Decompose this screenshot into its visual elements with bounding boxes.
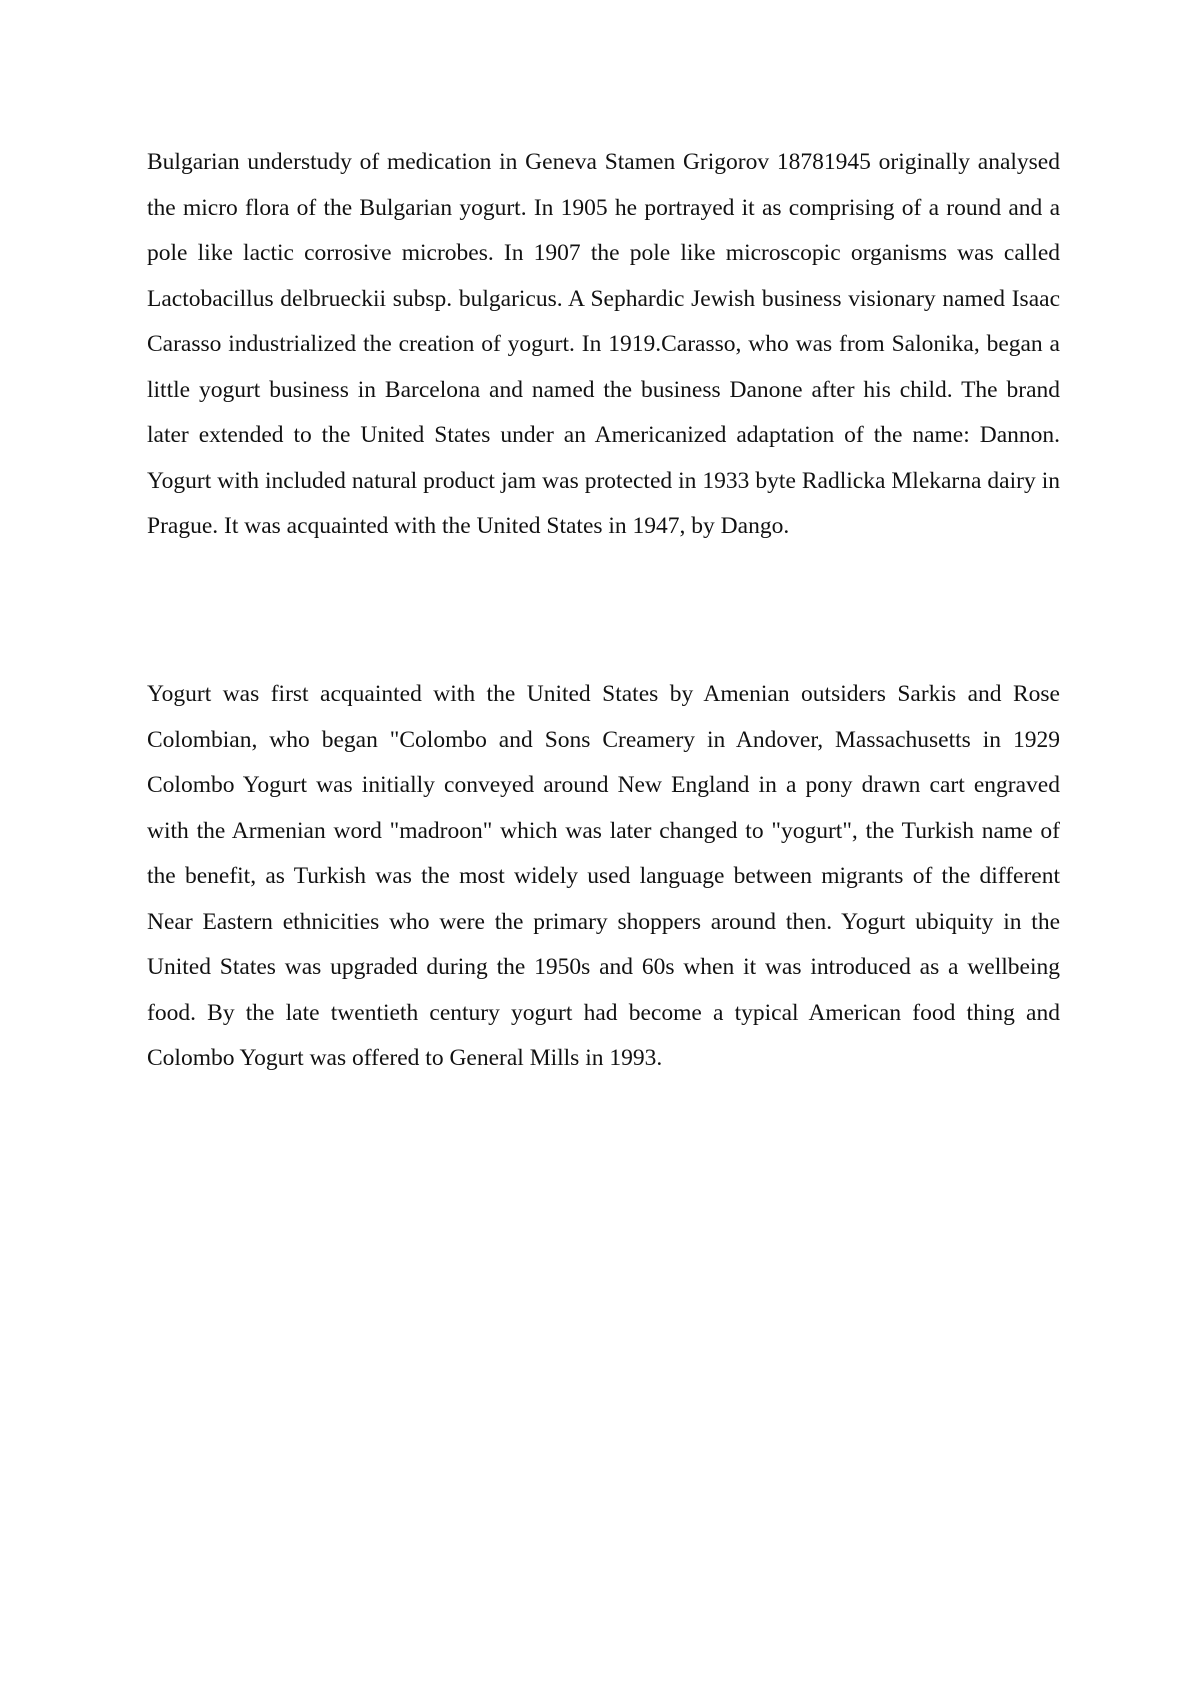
paragraph-1: Bulgarian understudy of medication in Geneva Stamen Grigorov 18781945 originally analysed the micro flora of the Bulgarian yogurt. In 1905 he portrayed it as comprising of a round and a pole like lactic corrosive microbes. In 1907 the pole like microscopic organisms was called Lactobacillus delbrueckii subsp. bulgaricus. A Sephardic Jewish business visionary named Isaac Carasso industrialized the creation of yogurt. In 1919.Carasso, who was from Salonika, began a little yogurt business in Barcelona and named the business Danone after his child. The brand later extended to the United States under an Americanized adaptation of the name: Dannon. Yogurt with included natural product jam was protected in 1933 byte Radlicka Mlekarna dairy in Prague. It was acquainted with the United States in 1947, by Dango. bbox=[147, 149, 1060, 539]
paragraph-2: Yogurt was first acquainted with the United States by Amenian outsiders Sarkis and Rose Colombian, who began "Colombo and Sons Creamery in Andover, Massachusetts in 1929 Colombo Yogurt was initially conveyed around New England in a pony drawn cart engraved with the Armenian word "madroon" which was later changed to "yogurt", the Turkish name of the benefit, as Turkish was the most widely used language between migrants of the different Near Eastern ethnicities who were the primary shoppers around then. Yogurt ubiquity in the United States was upgraded during the 1950s and 60s when it was introduced as a wellbeing food. By the late twentieth century yogurt had become a typical American food thing and Colombo Yogurt was offered to General Mills in 1993. bbox=[147, 681, 1060, 1071]
